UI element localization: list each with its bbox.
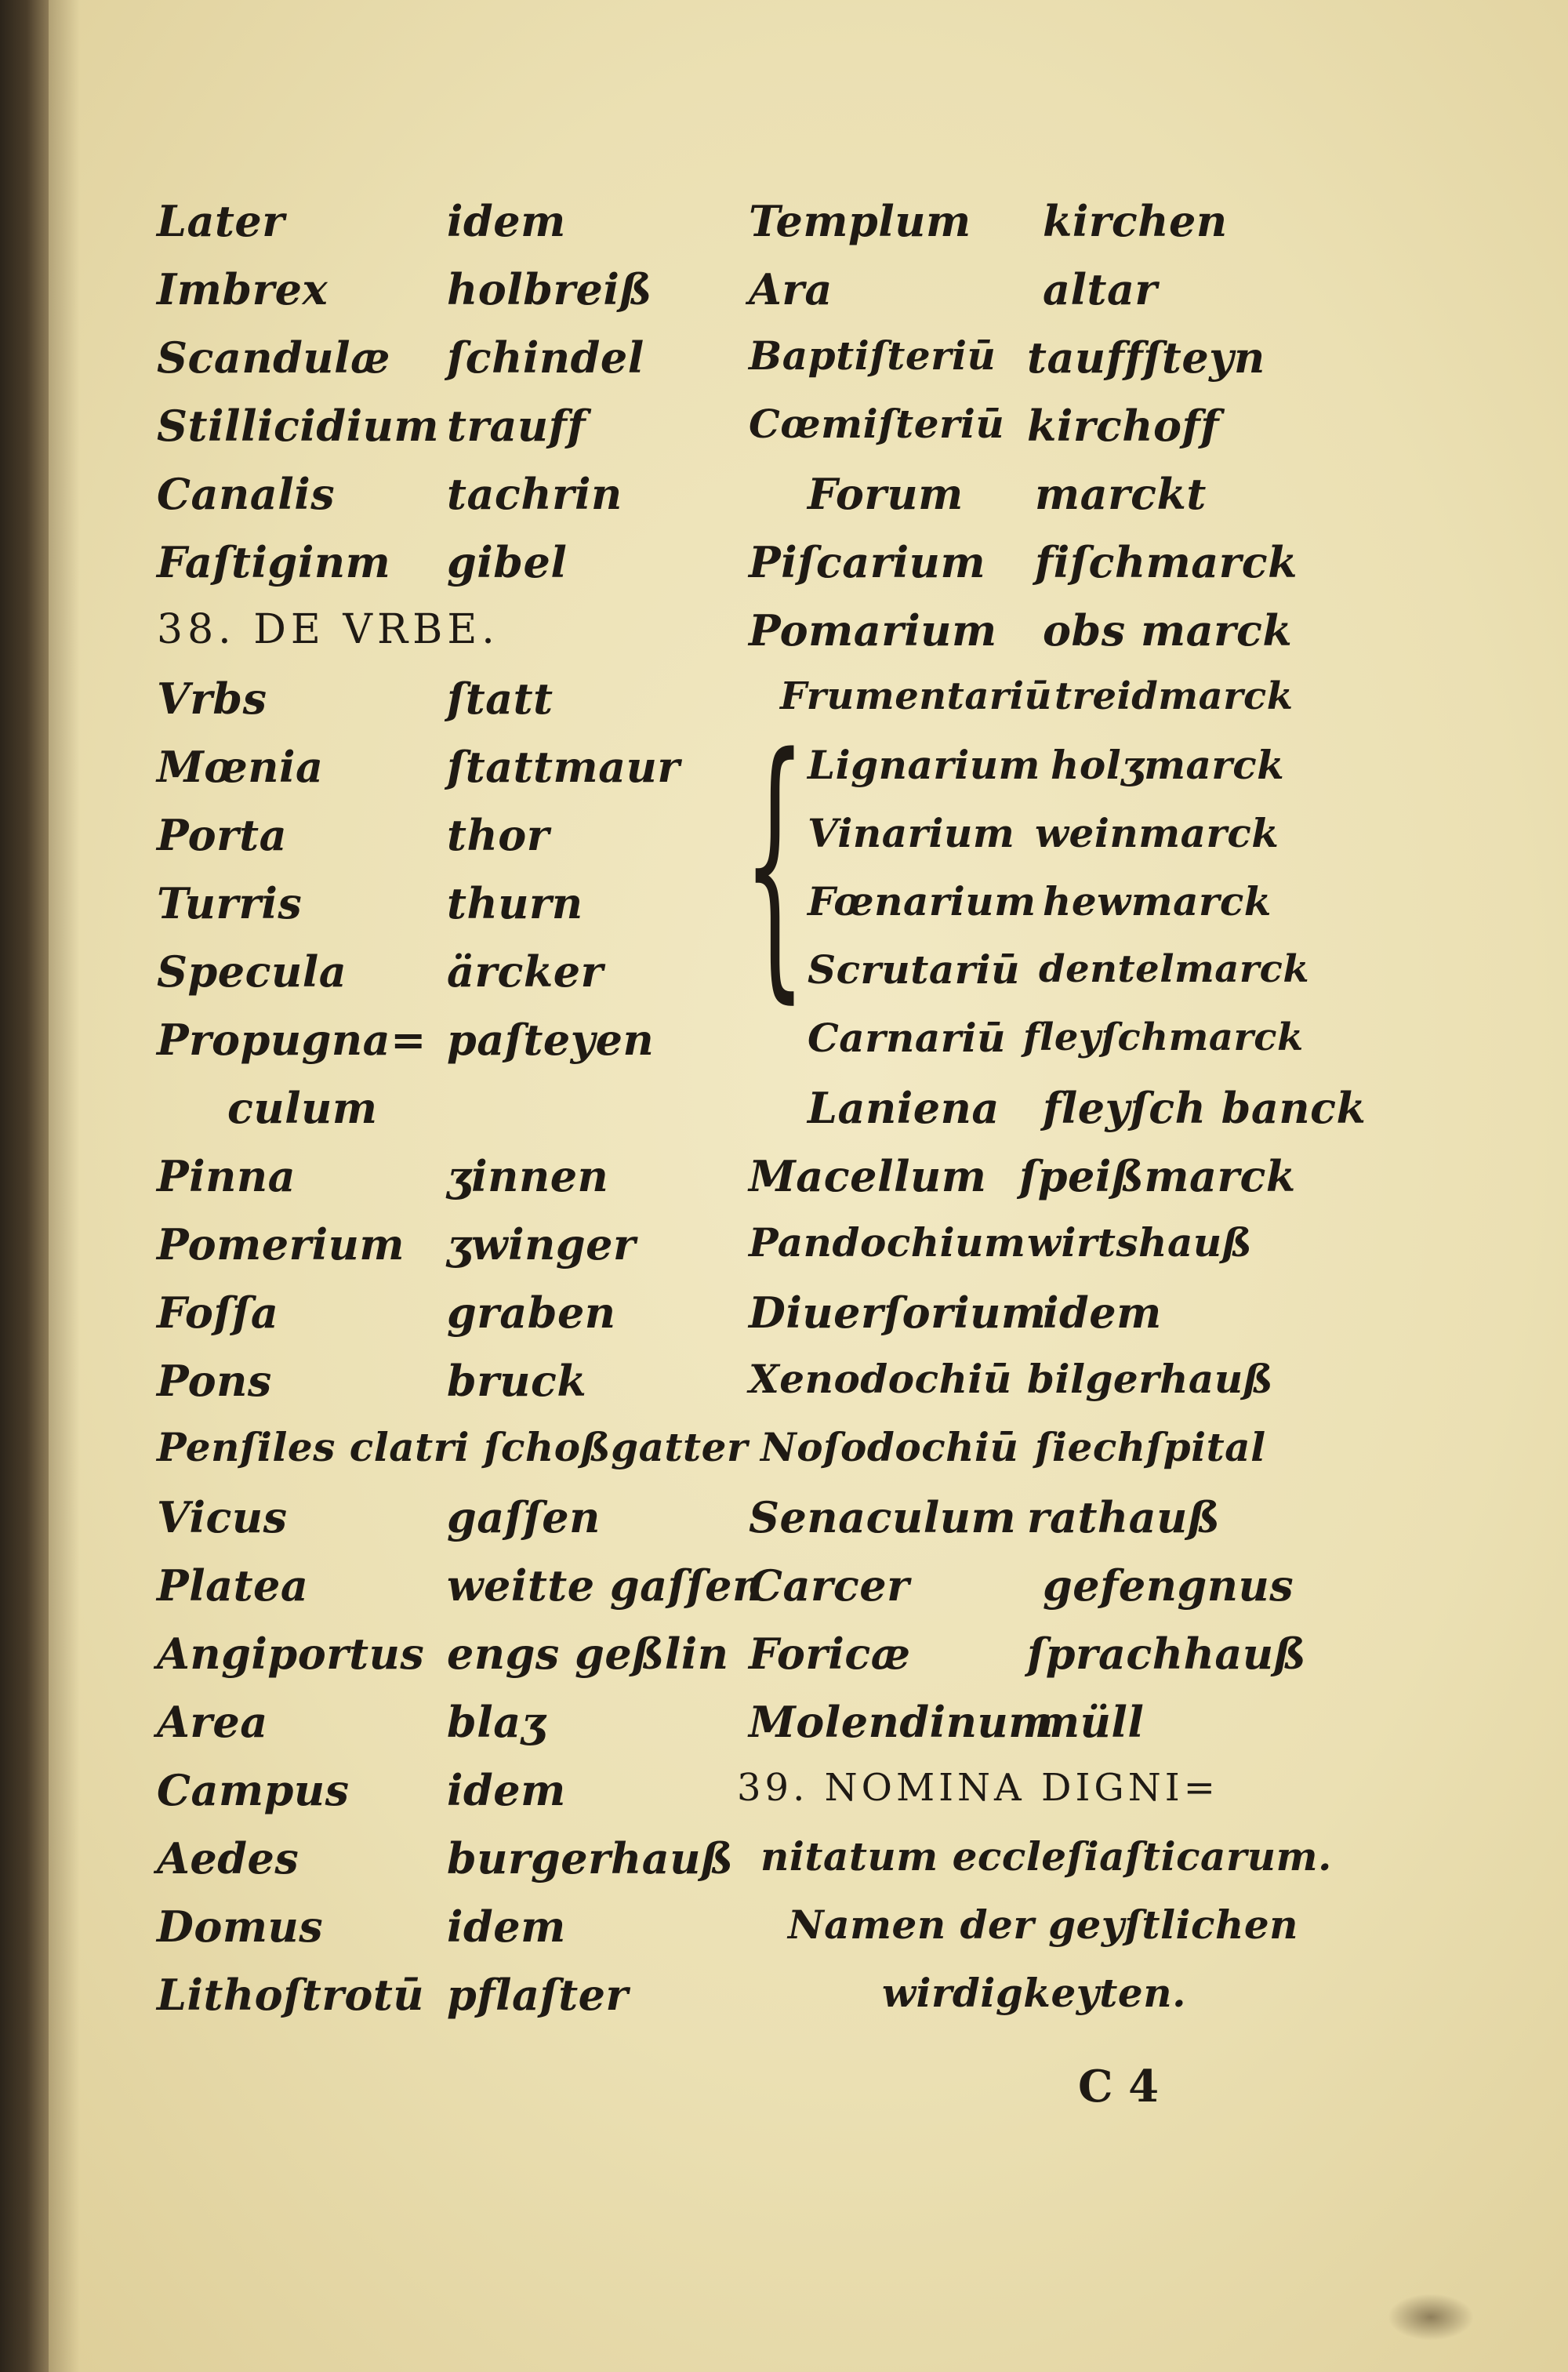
book-spine xyxy=(0,0,49,2372)
right-german-term: rathauß xyxy=(1027,1492,1221,1542)
right-latin-term: Senaculum xyxy=(749,1492,1017,1542)
section-heading-line: Namen der geyſtlichen xyxy=(788,1902,1298,1948)
left-latin-term: Mœnia xyxy=(157,742,324,792)
left-latin-term: Lithoſtrotū xyxy=(157,1970,425,2020)
left-latin-term: Domus xyxy=(157,1902,324,1952)
right-latin-term: Foricæ xyxy=(749,1629,911,1679)
page-stain xyxy=(1388,2294,1474,2341)
right-german-term: fleyſch banck xyxy=(1043,1083,1367,1133)
right-latin-term: Macellum xyxy=(749,1151,987,1201)
right-german-term: ſiechſpital xyxy=(1035,1424,1266,1470)
right-german-term: weinmarck xyxy=(1035,810,1279,856)
right-german-term: fiſchmarck xyxy=(1035,537,1298,587)
right-latin-term: Noſodochiū xyxy=(760,1424,1019,1470)
right-latin-term: Frumentariū xyxy=(780,674,1052,718)
right-latin-term: Vinarium xyxy=(808,810,1015,856)
right-german-term: treidmarck xyxy=(1054,674,1294,718)
left-latin-term: Canalis xyxy=(157,469,336,519)
section-heading: 39. NOMINA DIGNI= xyxy=(737,1766,1219,1810)
right-latin-term: Forum xyxy=(808,469,964,519)
left-latin-term: Later xyxy=(157,196,285,246)
left-german-term: weitte gaſſen xyxy=(447,1560,764,1611)
right-german-term: gefengnus xyxy=(1043,1560,1294,1611)
left-german-term: thor xyxy=(447,810,550,860)
right-german-term: dentelmarck xyxy=(1039,947,1310,991)
left-german-term: idem xyxy=(447,196,566,246)
right-german-term: wirtshauß xyxy=(1027,1219,1253,1266)
left-latin-term: Specula xyxy=(157,946,347,997)
left-german-term: gaſſen xyxy=(447,1492,601,1542)
right-latin-term: Xenodochiū xyxy=(749,1356,1012,1402)
left-german-term: ſchindel xyxy=(447,332,644,383)
right-german-term: bilgerhauß xyxy=(1027,1356,1274,1402)
right-latin-term: Cœmiſteriū xyxy=(749,401,1005,447)
right-latin-term: Carnariū xyxy=(808,1015,1006,1061)
left-german-term: blaʒ xyxy=(447,1697,546,1747)
left-latin-term: Imbrex xyxy=(157,264,328,314)
right-latin-term: Laniena xyxy=(808,1083,1000,1133)
left-latin-term: Turris xyxy=(157,878,303,928)
left-span-row: Penſiles clatri ſchoßgatter xyxy=(157,1424,748,1470)
left-latin-term: Porta xyxy=(157,810,288,860)
right-latin-term: Pomarium xyxy=(749,605,997,656)
left-german-term: engs geßlin xyxy=(447,1629,729,1679)
left-german-term: ärcker xyxy=(447,946,604,997)
left-german-term: trauff xyxy=(447,401,586,451)
right-german-term: holʒmarck xyxy=(1051,742,1285,788)
right-german-term: tauffſteyn xyxy=(1027,332,1265,383)
right-german-term: obs marck xyxy=(1043,605,1293,656)
grouping-brace: { xyxy=(743,698,807,1026)
left-latin-term: Stillicidium xyxy=(157,401,440,451)
right-latin-term: Lignarium xyxy=(808,742,1040,788)
left-german-term: idem xyxy=(447,1765,566,1815)
left-latin-term: Angiportus xyxy=(157,1629,425,1679)
section-heading-line: wirdigkeyten. xyxy=(882,1970,1186,2016)
left-german-term: pflaſter xyxy=(447,1970,629,2020)
right-latin-term: Molendinum xyxy=(749,1697,1054,1747)
left-latin-term: Pomerium xyxy=(157,1219,405,1270)
left-latin-term: Pons xyxy=(157,1356,272,1406)
left-german-term: thurn xyxy=(447,878,583,928)
left-german-term: tachrin xyxy=(447,469,622,519)
left-latin-term: Vicus xyxy=(157,1492,288,1542)
section-heading: 38. DE VRBE. xyxy=(157,606,499,653)
right-latin-term: Scrutariū xyxy=(808,946,1020,993)
left-german-term: idem xyxy=(447,1902,566,1952)
left-german-term: graben xyxy=(447,1288,616,1338)
right-latin-term: Diuerſorium xyxy=(749,1288,1047,1338)
section-heading-line: nitatum eccleſiaſticarum. xyxy=(760,1833,1332,1880)
right-german-term: marckt xyxy=(1035,469,1207,519)
left-german-term: ʒwinger xyxy=(447,1219,636,1270)
left-latin-term: Foſſa xyxy=(157,1288,279,1338)
right-latin-term: Fœnarium xyxy=(808,878,1036,924)
left-latin-term: Campus xyxy=(157,1765,350,1815)
right-latin-term: Baptiſteriū xyxy=(749,332,996,379)
signature-mark: C 4 xyxy=(1078,2061,1160,2112)
right-german-term: kirchoff xyxy=(1027,401,1219,451)
left-german-term: ſtatt xyxy=(447,674,554,724)
left-latin-term: Aedes xyxy=(157,1833,299,1883)
right-german-term: idem xyxy=(1043,1288,1162,1338)
left-latin-term: Propugna= xyxy=(157,1015,426,1065)
left-german-term: gibel xyxy=(447,537,568,587)
right-german-term: ſprachhauß xyxy=(1027,1629,1307,1679)
right-german-term: kirchen xyxy=(1043,196,1228,246)
left-german-term: burgerhauß xyxy=(447,1833,734,1883)
right-german-term: müll xyxy=(1035,1697,1145,1747)
right-german-term: hewmarck xyxy=(1043,878,1272,924)
right-latin-term: Piſcarium xyxy=(749,537,986,587)
right-german-term: fleyſchmarck xyxy=(1023,1015,1304,1059)
left-latin-term: Faſtiginm xyxy=(157,537,391,587)
left-german-term: ʒinnen xyxy=(447,1151,609,1201)
left-german-term: bruck xyxy=(447,1356,587,1406)
left-german-term: holbreiß xyxy=(447,264,652,314)
gutter-shadow xyxy=(49,0,80,2372)
left-latin-term: Platea xyxy=(157,1560,309,1611)
right-german-term: altar xyxy=(1043,264,1158,314)
left-latin-term: Vrbs xyxy=(157,674,267,724)
left-german-term: ſtattmaur xyxy=(447,742,681,792)
right-latin-term: Pandochium xyxy=(749,1219,1026,1266)
right-latin-term: Ara xyxy=(749,264,833,314)
left-german-term: paſteyen xyxy=(447,1015,655,1065)
right-german-term: ſpeißmarck xyxy=(1019,1151,1296,1201)
left-latin-term: Pinna xyxy=(157,1151,296,1201)
left-latin-term: culum xyxy=(227,1083,378,1133)
right-latin-term: Templum xyxy=(749,196,971,246)
right-latin-term: Carcer xyxy=(749,1560,910,1611)
left-latin-term: Area xyxy=(157,1697,268,1747)
left-latin-term: Scandulæ xyxy=(157,332,390,383)
